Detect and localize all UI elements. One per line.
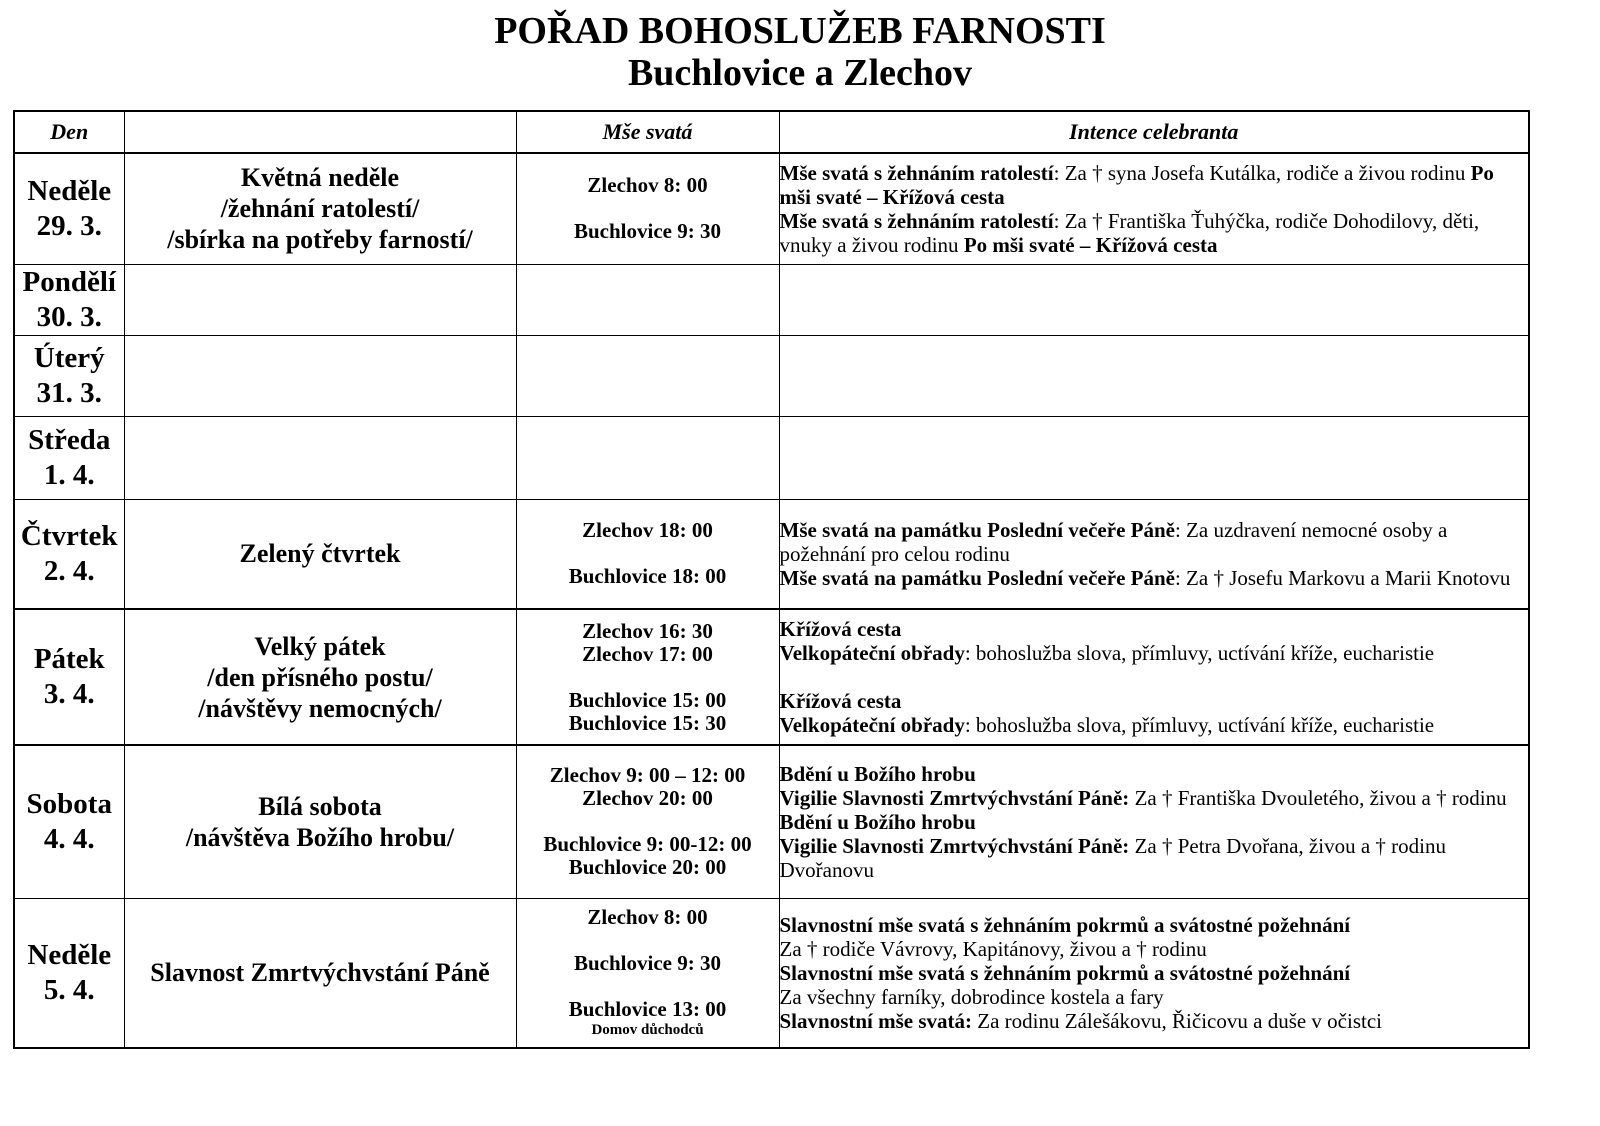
intention-entry [780,617,1529,641]
header-day: Den [14,111,124,153]
spacer [517,929,779,952]
mass-time: Buchlovice 9: 30 [574,219,721,244]
intention-note: Po mši svaté – Křížová cesta [779,160,1494,209]
mass-times-cell [516,335,779,416]
schedule-row [14,898,1529,1048]
schedule-row [14,609,1529,745]
intention-entry [780,713,1529,737]
intention-cell [779,335,1529,416]
day-date: 2. 4. [43,554,95,587]
intention-title: Mše svatá na památku Poslední večeře Páně [779,517,1175,542]
feast-cell [124,609,516,745]
day-name: Sobota [26,787,112,820]
mass-time: Zlechov 18: 00 [582,518,713,543]
mass-time: Zlechov 17: 00 [582,641,713,666]
mass-times-cell [516,153,779,264]
feast-cell [124,898,516,1048]
mass-times-cell [516,416,779,499]
mass-times-cell [516,609,779,745]
intention-text: : Za † Josefu Markovu a Marii Knotovu [1174,565,1511,590]
intention-title: Slavnostní mše svatá s žehnáním pokrmů a svátostné požehnání [779,960,1351,985]
day-date: 30. 3. [36,300,102,333]
intention-text: : Za † Františka Ťuhýčka, rodiče Dohodilovy, děti, vnuky a živou rodinu [779,208,1480,257]
intention-text: : Za uzdravení nemocné osoby a požehnání pro celou rodinu [779,517,1448,566]
day-name: Pátek [33,643,105,675]
mass-times-cell [516,499,779,609]
mass-time: Buchlovice 9: 30 [574,951,721,976]
feast-cell [124,264,516,335]
day-cell [14,264,124,335]
feast-line: /žehnání ratolestí/ [220,194,420,224]
intention-title: Mše svatá s žehnáním ratolestí [779,160,1054,185]
mass-time: Zlechov 20: 00 [582,786,713,811]
day-cell [14,335,124,416]
intention-text: Za rodinu Zálešákovu, Řičicovu a duše v očistci [972,1008,1383,1033]
intention-entry [780,518,1529,566]
day-date: 4. 4. [43,822,95,855]
spacer [517,542,779,565]
mass-time: Zlechov 9: 00 – 12: 00 [549,763,746,788]
feast-cell [124,416,516,499]
mass-note: Domov důchodců [591,1022,704,1039]
mass-times-cell [516,745,779,898]
day-cell [14,609,124,745]
intention-text: Za všechny farníky, dobrodince kostela a fary [779,984,1164,1009]
mass-time: Buchlovice 9: 00-12: 00 [543,832,752,857]
intention-text: Za † Františka Dvouletého, živou a † rodinu [1129,785,1507,810]
feast-cell [124,335,516,416]
document-title: POŘAD BOHOSLUŽEB FARNOSTI [494,10,1106,52]
day-cell [14,153,124,264]
mass-time: Buchlovice 13: 00 [568,997,727,1022]
intention-title: Slavnostní mše svatá: [779,1008,973,1033]
feast-line: Bílá sobota [258,791,382,821]
intention-note: Po mši svaté – Křížová cesta [963,232,1218,257]
intention-entry [780,786,1529,810]
feast-line: Květná neděle [240,163,400,193]
feast-line: Zelený čtvrtek [239,539,401,569]
intention-title: Křížová cesta [779,689,902,713]
intention-entry [780,913,1529,937]
spacer [517,975,779,998]
intention-entry [780,762,1529,786]
schedule-row [14,335,1529,416]
feast-cell [124,745,516,898]
day-name: Pondělí [22,265,116,298]
intention-entry [780,985,1529,1009]
feast-line: /návštěvy nemocných/ [198,693,442,723]
intention-entry [780,641,1529,665]
day-cell [14,898,124,1048]
feast-line: /den přísného postu/ [207,662,433,692]
mass-times-cell [516,264,779,335]
feast-line: /sbírka na potřeby farností/ [167,225,473,255]
intention-cell [779,153,1529,264]
mass-time: Buchlovice 18: 00 [568,564,727,589]
intention-title: Vigilie Slavnosti Zmrtvýchvstání Páně: [779,833,1130,858]
header-intention: Intence celebranta [779,111,1529,153]
intention-cell [779,609,1529,745]
day-date: 5. 4. [43,973,95,1006]
spacer [780,665,1529,689]
day-cell [14,416,124,499]
intention-entry [780,1009,1529,1033]
intention-entry [780,566,1529,590]
intention-entry [780,834,1529,882]
feast-line: Slavnost Zmrtvýchvstání Páně [150,958,490,988]
intention-cell [779,499,1529,609]
day-cell [14,499,124,609]
intention-entry [780,161,1529,209]
mass-time: Buchlovice 15: 00 [568,687,727,712]
intention-entry [780,689,1529,713]
header-row [14,111,1529,153]
feast-line: /návštěva Božího hrobu/ [185,822,455,852]
document-subtitle: Buchlovice a Zlechov [627,52,973,94]
intention-title: Mše svatá na památku Poslední večeře Páně [779,565,1175,590]
day-date: 29. 3. [36,209,102,242]
mass-time: Buchlovice 20: 00 [568,855,727,880]
schedule-row [14,416,1529,499]
day-name: Neděle [27,174,112,207]
intention-title: Velkopáteční obřady [779,641,965,665]
day-date: 1. 4. [43,458,95,491]
header-mass: Mše svatá [516,111,779,153]
schedule-row [14,745,1529,898]
schedule-row [14,499,1529,609]
intention-title: Bdění u Božího hrobu [779,761,976,786]
day-name: Středa [28,423,111,456]
schedule-table [13,110,1530,1049]
day-cell [14,745,124,898]
intention-title: Velkopáteční obřady [779,713,965,737]
feast-line: Velký pátek [254,631,386,661]
feast-cell [124,153,516,264]
day-name: Čtvrtek [20,519,118,552]
header-feast [124,111,516,153]
intention-entry [780,810,1529,834]
intention-text: : bohoslužba slova, přímluvy, uctívání kříže, eucharistie [964,641,1435,665]
intention-title: Slavnostní mše svatá s žehnáním pokrmů a svátostné požehnání [779,912,1351,937]
intention-text: Za † Petra Dvořana, živou a † rodinu Dvořanovu [779,833,1446,882]
intention-text: : Za † syna Josefa Kutálka, rodiče a živou rodinu [1053,160,1471,185]
intention-entry [780,209,1529,257]
intention-cell [779,416,1529,499]
day-name: Neděle [27,938,112,971]
intention-cell [779,898,1529,1048]
intention-title: Vigilie Slavnosti Zmrtvýchvstání Páně: [779,785,1130,810]
intention-title: Křížová cesta [779,617,902,641]
mass-time: Zlechov 16: 30 [582,618,713,643]
feast-cell [124,499,516,609]
spacer [517,810,779,833]
intention-title: Mše svatá s žehnáním ratolestí [779,208,1054,233]
day-date: 31. 3. [36,376,102,409]
intention-text: : bohoslužba slova, přímluvy, uctívání kříže, eucharistie [964,713,1435,737]
day-date: 3. 4. [43,678,95,710]
schedule-row [14,264,1529,335]
spacer [517,666,779,689]
mass-time: Zlechov 8: 00 [587,905,708,930]
mass-times-cell [516,898,779,1048]
mass-time: Buchlovice 15: 30 [568,710,727,735]
intention-title: Bdění u Božího hrobu [779,809,976,834]
spacer [517,197,779,220]
schedule-row [14,153,1529,264]
mass-time: Zlechov 8: 00 [587,173,708,198]
intention-text: Za † rodiče Vávrovy, Kapitánovy, živou a † rodinu [779,936,1207,961]
day-name: Úterý [33,341,105,374]
intention-cell [779,745,1529,898]
intention-entry [780,937,1529,961]
intention-entry [780,961,1529,985]
intention-cell [779,264,1529,335]
